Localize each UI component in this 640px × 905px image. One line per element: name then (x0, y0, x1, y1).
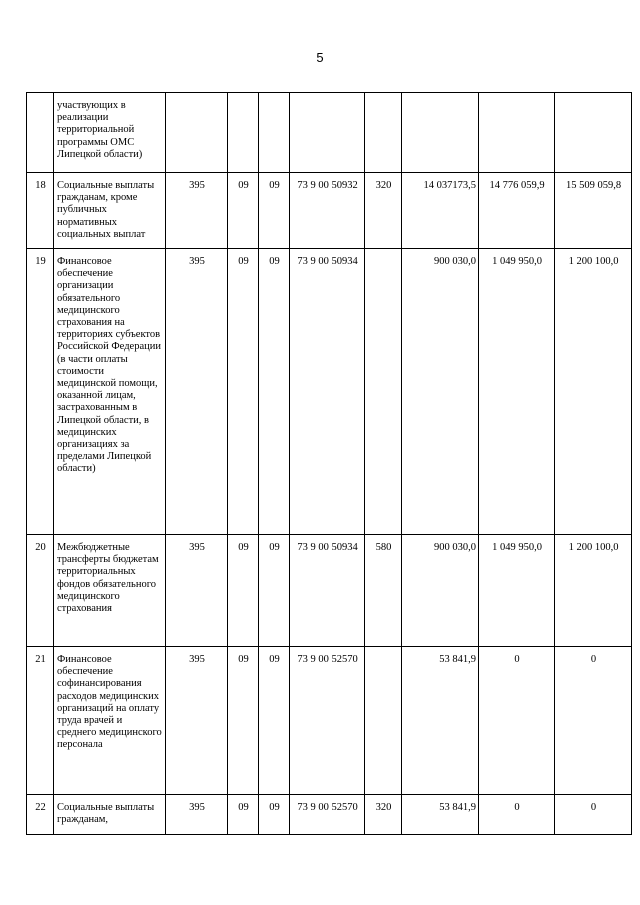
ministry-code-cell (166, 93, 228, 173)
target-article-cell: 73 9 00 50934 (290, 535, 365, 647)
row-number-cell: 20 (27, 535, 54, 647)
expense-type-cell: 320 (365, 173, 402, 249)
amount-cell-3: 1 200 100,0 (555, 535, 632, 647)
target-article-cell (290, 93, 365, 173)
table-row (27, 795, 632, 835)
expense-name-cell: Финансовое обеспечение софинансирования расходов медицинских организаций на оплату труда врачей и среднего медицинского персонала (54, 647, 166, 795)
ministry-code-cell: 395 (166, 795, 228, 835)
section-code-cell: 09 (228, 249, 259, 535)
amount-cell-3: 1 200 100,0 (555, 249, 632, 535)
subsection-code-cell: 09 (259, 647, 290, 795)
amount-cell-3 (555, 93, 632, 173)
budget-table (26, 92, 632, 835)
table-row (27, 93, 632, 173)
target-article-cell: 73 9 00 50934 (290, 249, 365, 535)
table-row (27, 173, 632, 249)
expense-type-cell: 320 (365, 795, 402, 835)
amount-cell-1 (402, 93, 479, 173)
subsection-code-cell: 09 (259, 795, 290, 835)
ministry-code-cell: 395 (166, 173, 228, 249)
amount-cell-3: 15 509 059,8 (555, 173, 632, 249)
amount-cell-3: 0 (555, 795, 632, 835)
row-number-cell: 19 (27, 249, 54, 535)
expense-type-cell (365, 647, 402, 795)
row-number-cell: 18 (27, 173, 54, 249)
ministry-code-cell: 395 (166, 249, 228, 535)
table-row (27, 249, 632, 535)
expense-type-cell: 580 (365, 535, 402, 647)
expense-name-cell: Финансовое обеспечение организации обязательного медицинского страхования на территориях субъектов Российской Федерации (в части оплаты стоимости медицинской помощи, оказанной лицам, застрахованным в Липецкой области, в медицинских организациях за пределами Липецкой области) (54, 249, 166, 535)
row-number-cell: 22 (27, 795, 54, 835)
expense-name-cell: Межбюджетные трансферты бюджетам территориальных фондов обязательного медицинского страхования (54, 535, 166, 647)
ministry-code-cell: 395 (166, 535, 228, 647)
section-code-cell (228, 93, 259, 173)
subsection-code-cell: 09 (259, 535, 290, 647)
amount-cell-1: 53 841,9 (402, 647, 479, 795)
expense-type-cell (365, 249, 402, 535)
row-number-cell: 21 (27, 647, 54, 795)
section-code-cell: 09 (228, 173, 259, 249)
target-article-cell: 73 9 00 50932 (290, 173, 365, 249)
subsection-code-cell: 09 (259, 173, 290, 249)
amount-cell-2: 1 049 950,0 (479, 535, 555, 647)
amount-cell-2: 14 776 059,9 (479, 173, 555, 249)
target-article-cell: 73 9 00 52570 (290, 647, 365, 795)
amount-cell-1: 14 037173,5 (402, 173, 479, 249)
table-body (27, 93, 632, 835)
row-number-cell (27, 93, 54, 173)
amount-cell-1: 53 841,9 (402, 795, 479, 835)
section-code-cell: 09 (228, 795, 259, 835)
section-code-cell: 09 (228, 535, 259, 647)
amount-cell-1: 900 030,0 (402, 535, 479, 647)
subsection-code-cell (259, 93, 290, 173)
amount-cell-3: 0 (555, 647, 632, 795)
expense-name-cell: Социальные выплаты гражданам, кроме публичных нормативных социальных выплат (54, 173, 166, 249)
expense-name-cell: участвующих в реализации территориальной программы ОМС Липецкой области) (54, 93, 166, 173)
table-row (27, 535, 632, 647)
page-number: 5 (316, 50, 324, 65)
amount-cell-2: 0 (479, 647, 555, 795)
section-code-cell: 09 (228, 647, 259, 795)
amount-cell-1: 900 030,0 (402, 249, 479, 535)
expense-type-cell (365, 93, 402, 173)
subsection-code-cell: 09 (259, 249, 290, 535)
target-article-cell: 73 9 00 52570 (290, 795, 365, 835)
table-row (27, 647, 632, 795)
amount-cell-2: 0 (479, 795, 555, 835)
expense-name-cell: Социальные выплаты гражданам, (54, 795, 166, 835)
ministry-code-cell: 395 (166, 647, 228, 795)
amount-cell-2: 1 049 950,0 (479, 249, 555, 535)
amount-cell-2 (479, 93, 555, 173)
